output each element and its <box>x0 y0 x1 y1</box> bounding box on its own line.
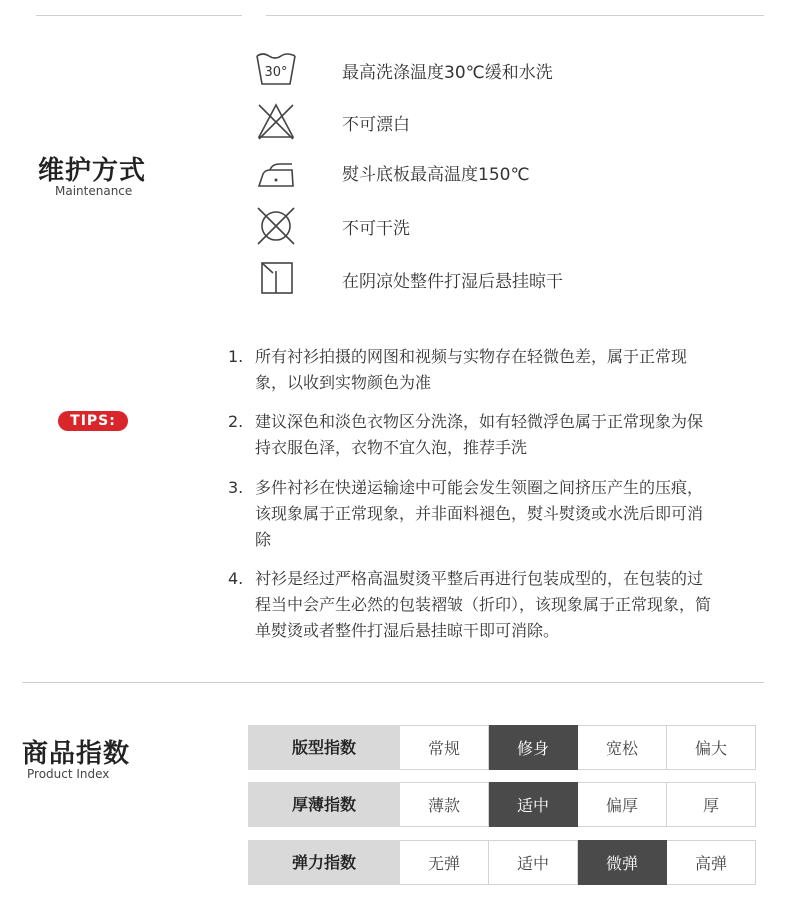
no-bleach-icon <box>254 100 298 144</box>
tip-text: 多件衬衫在快递运输途中可能会发生领圈之间挤压产生的压痕，该现象属于正常现象，并非面料褪色，熨斗熨烫或水洗后即可消除 <box>255 478 704 549</box>
tip-text: 建议深色和淡色衣物区分洗涤，如有轻微浮色属于正常现象为保持衣服色泽，衣物不宜久泡，推荐手洗 <box>255 412 704 457</box>
index-option: 偏大 <box>667 725 756 770</box>
index-row-elasticity <box>248 840 756 885</box>
care-title: 维护方式 <box>38 156 147 186</box>
top-divider-left <box>36 15 242 16</box>
care-item-dry-clean <box>254 204 734 248</box>
care-item-bleach <box>254 100 734 144</box>
tips-badge: TIPS: <box>58 411 128 431</box>
index-row-fit <box>248 725 756 770</box>
tip-note <box>228 409 718 461</box>
index-option: 无弹 <box>400 840 489 885</box>
index-option: 适中 <box>489 782 578 827</box>
tip-number: 2. <box>228 412 244 431</box>
tip-number: 4. <box>228 569 244 588</box>
line-dry-shade-icon <box>254 257 298 301</box>
tip-number: 1. <box>228 347 244 366</box>
tip-text: 所有衬衫拍摄的网图和视频与实物存在轻微色差，属于正常现象，以收到实物颜色为准 <box>255 347 688 392</box>
tip-note <box>228 344 718 396</box>
tip-note <box>228 475 718 553</box>
care-item-label: 熨斗底板最高温度150℃ <box>342 165 530 185</box>
care-subtitle: Maintenance <box>55 184 133 198</box>
care-item-wash <box>254 48 734 92</box>
section-divider <box>22 682 764 683</box>
tip-text: 衬衫是经过严格高温熨烫平整后再进行包装成型的，在包装的过程当中会产生必然的包装褶皱（折印），该现象属于正常现象，简单熨烫或者整件打湿后悬挂晾干即可消除。 <box>255 569 712 640</box>
index-option: 宽松 <box>578 725 667 770</box>
care-item-iron <box>254 150 734 194</box>
index-option: 偏厚 <box>578 782 667 827</box>
index-option: 修身 <box>489 725 578 770</box>
index-option: 高弹 <box>667 840 756 885</box>
no-dry-clean-icon <box>254 204 298 248</box>
care-item-label: 不可漂白 <box>342 115 410 135</box>
care-item-label: 在阴凉处整件打湿后悬挂晾干 <box>342 272 563 292</box>
wash-temperature-label: 30° <box>264 65 288 80</box>
index-option: 厚 <box>667 782 756 827</box>
index-option: 薄款 <box>400 782 489 827</box>
care-item-label: 不可干洗 <box>342 219 410 239</box>
care-item-dry <box>254 257 734 301</box>
care-item-label: 最高洗涤温度30℃缓和水洗 <box>342 63 553 83</box>
index-option: 微弹 <box>578 840 667 885</box>
tip-number: 3. <box>228 478 244 497</box>
iron-icon <box>254 150 298 194</box>
index-row-thickness <box>248 782 756 827</box>
index-row-label: 版型指数 <box>248 725 400 770</box>
index-option: 适中 <box>489 840 578 885</box>
tip-note <box>228 566 718 644</box>
index-row-label: 弹力指数 <box>248 840 400 885</box>
wash-30-icon <box>254 48 298 92</box>
index-title: 商品指数 <box>22 739 131 769</box>
index-option: 常规 <box>400 725 489 770</box>
top-divider-right <box>266 15 764 16</box>
index-subtitle: Product Index <box>27 767 110 781</box>
index-row-label: 厚薄指数 <box>248 782 400 827</box>
